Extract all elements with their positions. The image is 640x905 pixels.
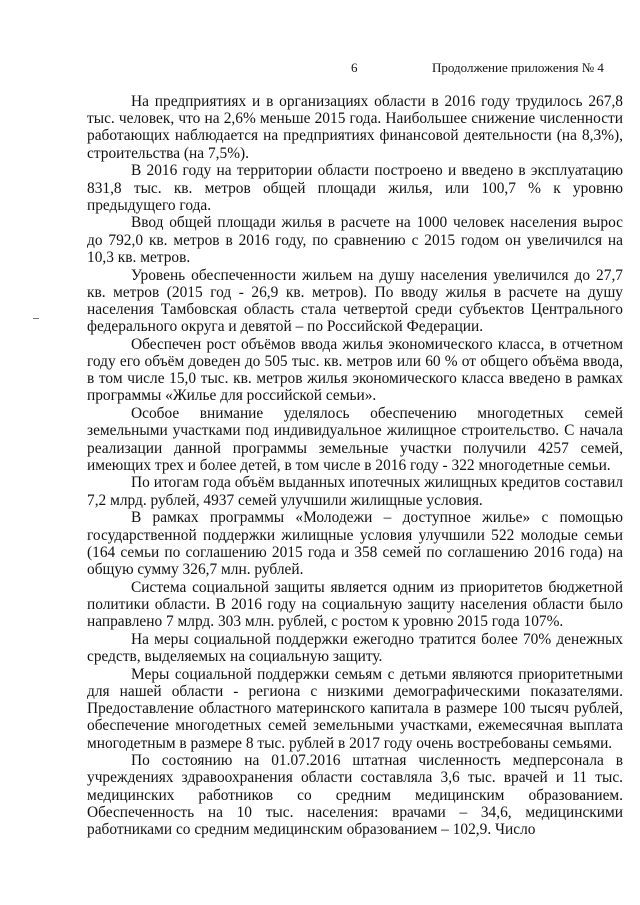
paragraph-housing-provision: Уровень обеспеченности жильем на душу населения увеличился до 27,7 кв. метров (2015 год - 26,9 кв. метров). По вводу жилья в расчете на душу населения Тамбовская область стала четвертой среди субъектов Центрального федерального округа и девятой – по Российской Федерации. [87,266,623,336]
paragraph-social-protection: Система социальной защиты является одним из приоритетов бюджетной политики области. В 2016 году на социальную защиту населения области было направлено 7 млрд. 303 млн. рублей, с ростом к уровню 2015 года 107%. [87,578,623,631]
margin-mark [33,318,39,319]
paragraph-young-families: В рамках программы «Молодежи – доступное жилье» с помощью государственной поддержки жилищные условия улучшили 522 молодые семьи (164 семьи по соглашению 2015 года и 358 семей по соглашению 2016 года) на общую сумму 326,7 млн. рублей. [87,509,623,578]
paragraph-mortgage: По итогам года объём выданных ипотечных жилищных кредитов составил 7,2 млрд. рублей, 4937 семей улучшили жилищные условия. [87,474,623,509]
paragraph-housing-construction: В 2016 году на территории области построено и введено в эксплуатацию 831,8 тыс. кв. метров общей площади жилья, или 100,7 % к уровню предыдущего года. [87,162,623,214]
paragraph-family-support: Меры социальной поддержки семьям с детьми являются приоритетными для нашей области - региона с низкими демографическими показателями. Предоставление областного материнского капитала в размере 100 тысяч рублей, обеспечение многодетных семей земельными участками, ежемесячная выплата многодетным в размере 8 тыс. рублей в 2017 году очень востребованы семьями. [87,665,623,752]
document-body [87,93,623,838]
page-header [0,60,640,80]
page-number: 6 [351,60,358,75]
paragraph-economy-class-housing: Обеспечен рост объёмов ввода жилья экономического класса, в отчетном году его объём доведен до 505 тыс. кв. метров или 60 % от общего объёма ввода, в том числе 15,0 тыс. кв. метров жилья экономического класса введено в рамках программы «Жилье для российской семьи». [87,335,623,405]
paragraph-medical-staff: По состоянию на 01.07.2016 штатная численность медперсонала в учреждениях здравоохранения области составляла 3,6 тыс. врачей и 11 тыс. медицинских работников со средним медицинским образованием. Обеспеченность на 10 тыс. населения: врачами – 34,6, медицинскими работниками со средним медицинским образованием – 102,9. Число [87,752,623,839]
paragraph-housing-per-capita: Ввод общей площади жилья в расчете на 1000 человек населения вырос до 792,0 кв. метров в 2016 году, по сравнению с 2015 годом он увеличился на 10,3 кв. метров. [87,214,623,266]
appendix-continuation-label: Продолжение приложения № 4 [432,60,604,75]
paragraph-large-families-land: Особое внимание уделялось обеспечению многодетных семей земельными участками под индивидуальное жилищное строительство. С начала реализации данной программы земельные участки получили 4257 семей, имеющих трех и более детей, в том числе в 2016 году - 322 многодетные семьи. [87,405,623,474]
paragraph-employment: На предприятиях и в организациях области в 2016 году трудилось 267,8 тыс. человек, что на 2,6% меньше 2015 года. Наибольшее снижение численности работающих наблюдается на предприятиях финансовой деятельности (на 8,3%), строительства (на 7,5%). [87,93,623,162]
paragraph-social-support: На меры социальной поддержки ежегодно тратится более 70% денежных средств, выделяемых на социальную защиту. [87,630,623,665]
